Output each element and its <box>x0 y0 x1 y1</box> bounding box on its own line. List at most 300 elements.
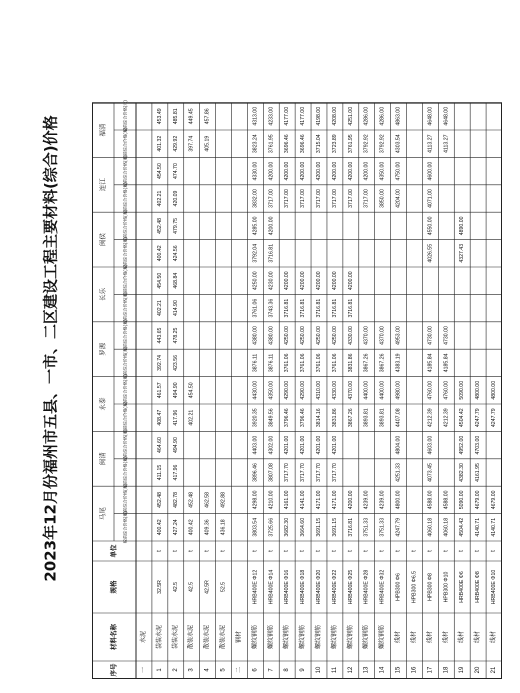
cell-unit: t <box>172 550 179 552</box>
cell-price: 4239.00 <box>363 490 370 510</box>
cell-unit: t <box>252 550 259 552</box>
cell-price: 3796.46 <box>284 408 291 428</box>
cell-price: 3696.46 <box>300 134 307 154</box>
cell-price: 4200.00 <box>316 271 322 291</box>
cell-price: 4588.00 <box>443 490 450 510</box>
cell-price: 4310.00 <box>316 380 322 400</box>
cell-price: 3850.00 <box>379 189 386 208</box>
cell-price: 4400.00 <box>379 380 386 400</box>
region-header: 罗源 <box>99 342 107 356</box>
cell-price: 4250.00 <box>300 326 307 345</box>
cell-name: 线材 <box>411 630 418 644</box>
cell-price: 4200.00 <box>363 161 370 181</box>
cell-seq: 13 <box>363 666 370 674</box>
cell-price: 3876.11 <box>268 353 275 373</box>
cell-spec: HRB400E Φ10 <box>491 569 498 605</box>
cell-spec: 32.5R <box>156 580 163 594</box>
cell-price: 4350.00 <box>268 380 275 400</box>
cell-price: 3717.00 <box>363 189 370 208</box>
cell-price: 4230.00 <box>268 271 275 291</box>
cell-price: 4198.00 <box>316 106 322 126</box>
cell-name: 线材 <box>395 630 402 644</box>
cell-price: 3717.70 <box>284 463 291 482</box>
cell-price: 5090.00 <box>459 380 466 400</box>
cell-price: 4600.00 <box>427 161 434 181</box>
cell-seq: 8 <box>284 668 291 672</box>
cell-price: 4863.00 <box>395 106 402 126</box>
price-table-wrap <box>92 11 502 684</box>
cell-price: 4703.00 <box>475 435 482 455</box>
cell-price: 4247.79 <box>475 408 482 428</box>
price-type-header: 税前综合价格(元) <box>122 511 128 544</box>
cell-price: 423.56 <box>172 354 179 371</box>
cell-seq: 2 <box>172 668 179 672</box>
region-header: 长乐 <box>99 287 107 301</box>
cell-seq: 14 <box>379 666 386 674</box>
cell-unit: t <box>491 550 498 552</box>
cell-price: 3716.81 <box>300 298 307 318</box>
cell-price: 4760.00 <box>427 380 434 400</box>
cell-price: 461.57 <box>156 382 163 399</box>
cell-price: 4200.00 <box>284 161 291 181</box>
cell-price: 4247.79 <box>395 517 402 537</box>
cell-price: 3792.04 <box>252 243 259 263</box>
cell-price: 4201.00 <box>316 435 322 455</box>
cell-price: 3832.00 <box>252 189 259 208</box>
cell-spec: HRB400E Φ20 <box>316 569 322 605</box>
cell-price: 4648.00 <box>443 106 450 126</box>
cell-price: 3761.06 <box>316 353 322 373</box>
cell-unit: t <box>188 550 195 552</box>
cell-price: 474.70 <box>172 163 179 180</box>
cell-spec: HPB300 Φ10 <box>443 571 450 603</box>
cell-price: 4382.30 <box>459 463 466 482</box>
cell-price: 4730.00 <box>427 326 434 345</box>
cell-seq: 18 <box>443 666 450 674</box>
cell-name: 螺纹钢筋 <box>379 624 386 650</box>
cell-price: 429.92 <box>172 135 179 152</box>
cell-price: 436.18 <box>220 519 227 536</box>
cell-price: 4800.00 <box>475 380 482 400</box>
cell-price: 402.21 <box>156 300 163 317</box>
cell-unit: t <box>395 550 402 552</box>
cell-unit: t <box>459 550 466 552</box>
cell-price: 4201.00 <box>331 435 338 455</box>
cell-seq: 5 <box>220 668 227 672</box>
cell-price: 4380.00 <box>268 326 275 345</box>
cell-price: 409.36 <box>204 519 211 536</box>
cell-price: 4286.00 <box>379 106 386 126</box>
table-border <box>93 103 502 678</box>
cell-name: 螺纹钢筋 <box>331 624 338 650</box>
region-header: 闽侯 <box>99 233 107 247</box>
header-spec: 规格 <box>110 580 118 594</box>
cell-seq: 12 <box>347 666 354 674</box>
cell-price: 4760.00 <box>443 380 450 400</box>
cell-price: 4140.71 <box>475 517 482 537</box>
cell-price: 4504.42 <box>459 408 466 428</box>
cell-price: 3723.89 <box>331 134 338 154</box>
cell-price: 417.96 <box>172 409 179 426</box>
cell-spec: HRB400E Φ6 <box>459 571 466 603</box>
cell-price: 4804.00 <box>395 435 402 455</box>
cell-price: 4212.39 <box>443 408 450 428</box>
cell-price: 411.15 <box>156 464 163 481</box>
cell-price: 479.75 <box>172 217 179 234</box>
cell-price: 3761.95 <box>268 134 275 154</box>
cell-price: 400.42 <box>188 519 195 536</box>
cell-price: 4504.42 <box>459 517 466 537</box>
price-table <box>92 11 502 679</box>
cell-unit: t <box>331 550 338 552</box>
cell-spec: HRB400E Φ18 <box>300 569 307 605</box>
price-type-header: 税前综合价格(元) <box>122 209 128 242</box>
cell-price: 3717.70 <box>316 463 322 482</box>
cell-price: 3717.00 <box>268 189 275 208</box>
cell-price: 4113.27 <box>427 134 434 153</box>
cell-price: 4140.71 <box>491 517 498 537</box>
cell-price: 4290.00 <box>300 380 307 400</box>
cell-price: 3717.00 <box>331 189 338 208</box>
cell-price: 4141.00 <box>300 490 307 510</box>
cell-price: 402.21 <box>156 190 163 207</box>
region-header: 马尾 <box>99 507 107 521</box>
cell-seq: 一 <box>140 666 147 674</box>
cell-price: 4800.00 <box>395 490 402 510</box>
cell-unit: t <box>427 550 434 552</box>
price-type-header: 税前综合价格(元) <box>122 264 128 297</box>
cell-price: 3761.06 <box>331 353 338 373</box>
cell-price: 4303.54 <box>395 134 402 154</box>
cell-price: 4060.18 <box>443 517 450 537</box>
cell-unit: t <box>347 550 354 552</box>
cell-price: 4026.55 <box>427 243 434 263</box>
cell-price: 4952.00 <box>459 435 466 455</box>
cell-price: 454.50 <box>156 272 163 289</box>
cell-price: 4298.00 <box>252 490 259 510</box>
cell-price: 462.58 <box>204 491 211 508</box>
cell-price: 4247.79 <box>491 408 498 428</box>
cell-seq: 1 <box>156 668 163 672</box>
cell-price: 4212.39 <box>427 408 434 428</box>
cell-price: 424.56 <box>172 245 179 262</box>
cell-name: 散装水泥 <box>204 624 211 650</box>
cell-name: 袋装水泥 <box>172 624 179 650</box>
cell-price: 3893.81 <box>363 408 370 428</box>
cell-price: 443.65 <box>156 327 163 344</box>
cell-price: 3751.33 <box>363 517 370 537</box>
cell-price: 4800.00 <box>491 380 498 400</box>
cell-price: 3716.81 <box>347 517 354 537</box>
cell-price: 4250.00 <box>284 326 291 345</box>
cell-price: 4239.00 <box>379 490 386 510</box>
cell-name: 螺纹钢筋 <box>300 624 307 650</box>
cell-price: 4177.00 <box>284 106 291 126</box>
cell-price: 3761.06 <box>300 353 307 373</box>
cell-price: 4286.00 <box>363 106 370 126</box>
cell-price: 482.78 <box>172 491 179 508</box>
cell-spec: HRB400E Φ25 <box>347 569 354 605</box>
cell-spec: HRB400E Φ14 <box>268 569 275 605</box>
cell-unit: t <box>268 550 275 552</box>
cell-price: 3725.66 <box>268 517 275 537</box>
cell-unit: t <box>204 550 211 552</box>
cell-price: 4185.84 <box>443 353 450 373</box>
cell-price: 4200.00 <box>347 271 354 291</box>
cell-price: 4113.27 <box>443 134 450 153</box>
cell-price: 3867.26 <box>379 353 386 373</box>
cell-unit: t <box>443 550 450 552</box>
region-header: 闽清 <box>99 452 107 466</box>
cell-price: 4330.00 <box>252 161 259 181</box>
cell-price: 3761.06 <box>284 353 291 373</box>
cell-price: 3761.06 <box>252 298 259 318</box>
cell-name: 螺纹钢筋 <box>268 624 275 650</box>
page-title: 2023年12月份福州市五县、一市、二区建设工程主要材料(综合)价格 <box>41 114 60 582</box>
cell-price: 4313.00 <box>252 106 259 126</box>
cell-spec: 52.5 <box>220 581 227 593</box>
cell-spec: 42.5 <box>172 581 179 593</box>
region-header: 永泰 <box>99 397 107 411</box>
cell-price: 3896.46 <box>252 463 259 482</box>
cell-spec: HPB300 Φ8 <box>427 573 434 601</box>
cell-price: 494.90 <box>172 382 179 399</box>
cell-price: 4200.00 <box>347 161 354 181</box>
cell-price: 3717.00 <box>284 189 291 208</box>
cell-spec: HRB400E Φ32 <box>379 569 386 605</box>
cell-price: 3792.92 <box>363 134 370 154</box>
cell-price: 4403.00 <box>252 435 259 455</box>
cell-price: 3691.15 <box>331 517 338 537</box>
cell-price: 414.90 <box>172 300 179 317</box>
cell-price: 400.42 <box>156 245 163 262</box>
cell-price: 4200.00 <box>284 271 291 291</box>
cell-price: 4383.19 <box>395 353 402 373</box>
header-name: 材料名称 <box>110 624 118 650</box>
cell-price: 3717.00 <box>300 189 307 208</box>
cell-price: 3716.81 <box>284 298 291 318</box>
cell-price: 3664.60 <box>300 517 307 537</box>
cell-price: 4350.00 <box>379 161 386 181</box>
cell-price: 3893.81 <box>379 408 386 428</box>
cell-price: 4073.45 <box>427 463 434 482</box>
cell-spec: HRB400E Φ12 <box>252 569 259 605</box>
cell-name: 螺纹钢筋 <box>316 624 322 650</box>
cell-price: 4430.00 <box>252 380 259 400</box>
cell-price: 452.48 <box>188 491 195 508</box>
cell-spec: HRB400E Φ22 <box>331 569 338 605</box>
cell-price: 4171.00 <box>316 490 322 510</box>
cell-unit: t <box>220 550 227 552</box>
cell-seq: 9 <box>300 668 307 672</box>
cell-unit: t <box>379 550 386 552</box>
cell-unit: t <box>475 550 482 552</box>
cell-price: 3831.86 <box>347 353 354 373</box>
cell-unit: t <box>363 550 370 552</box>
cell-price: 3807.08 <box>268 463 275 482</box>
price-type-header: 税前综合价格(元) <box>122 182 128 215</box>
cell-price: 3682.30 <box>284 517 291 537</box>
region-header: 连江 <box>99 178 107 192</box>
cell-name: 袋装水泥 <box>156 624 163 650</box>
region-header: 福清 <box>99 123 107 137</box>
header-unit: 单位 <box>110 544 118 558</box>
cell-price: 454.50 <box>156 163 163 180</box>
cell-seq: 11 <box>331 666 338 674</box>
cell-price: 454.50 <box>188 382 195 399</box>
price-type-header: 税前综合价格(元) <box>122 292 128 325</box>
cell-name: 水泥 <box>140 630 147 644</box>
cell-price: 4200.00 <box>331 271 338 291</box>
price-type-header: 税前综合价格(元) <box>122 401 128 434</box>
cell-price: 420.09 <box>172 190 179 207</box>
cell-spec: HRB400E Φ28 <box>363 569 370 605</box>
cell-name: 线材 <box>443 630 450 644</box>
cell-price: 4071.00 <box>427 189 434 208</box>
cell-price: 4171.00 <box>331 490 338 510</box>
cell-price: 3715.04 <box>316 134 322 154</box>
cell-price: 4980.00 <box>395 380 402 400</box>
cell-price: 4200.00 <box>331 161 338 181</box>
cell-spec: HRB400E Φ8 <box>475 571 482 603</box>
cell-spec: 42.5 <box>188 581 195 593</box>
cell-price: 453.49 <box>156 108 163 125</box>
cell-seq: 10 <box>316 666 322 674</box>
cell-price: 3717.00 <box>316 189 322 208</box>
price-type-header: 税前综合价格(元) <box>122 346 128 379</box>
cell-name: 线材 <box>491 630 498 644</box>
cell-price: 4330.00 <box>347 326 354 345</box>
price-type-header: 税前综合价格(元) <box>122 429 128 462</box>
cell-price: 449.45 <box>188 108 195 125</box>
cell-price: 4200.00 <box>300 161 307 181</box>
cell-seq: 二 <box>236 666 243 674</box>
price-type-header: 税前综合价格(元) <box>122 319 128 352</box>
cell-seq: 7 <box>268 668 275 672</box>
cell-name: 线材 <box>475 630 482 644</box>
cell-price: 4251.00 <box>347 106 354 126</box>
cell-price: 4250.00 <box>316 326 322 345</box>
cell-price: 4201.00 <box>300 435 307 455</box>
cell-price: 468.84 <box>172 272 179 289</box>
cell-price: 4208.00 <box>331 106 338 126</box>
cell-price: 457.86 <box>204 108 211 125</box>
cell-unit: t <box>284 550 291 552</box>
cell-price: 3761.95 <box>347 134 354 154</box>
cell-price: 452.48 <box>156 491 163 508</box>
cell-price: 4679.00 <box>475 490 482 510</box>
cell-price: 4060.18 <box>427 517 434 537</box>
cell-price: 4302.00 <box>268 435 275 455</box>
cell-price: 3823.24 <box>252 134 259 154</box>
header-seq: 序号 <box>110 663 118 677</box>
cell-price: 4233.00 <box>268 106 275 126</box>
cell-price: 3716.81 <box>316 298 322 318</box>
cell-price: 4330.00 <box>331 380 338 400</box>
cell-seq: 17 <box>427 666 434 674</box>
cell-seq: 20 <box>475 666 482 674</box>
cell-seq: 15 <box>395 666 402 674</box>
cell-price: 452.48 <box>156 217 163 234</box>
cell-price: 3796.46 <box>300 408 307 428</box>
cell-name: 钢材 <box>236 630 243 644</box>
cell-price: 494.90 <box>172 437 179 454</box>
cell-price: 3751.33 <box>379 517 386 537</box>
price-type-header: 税前综合价格(元) <box>122 155 128 188</box>
cell-name: 螺纹钢筋 <box>347 624 354 650</box>
page-title-wrapper <box>18 8 82 688</box>
cell-price: 4730.00 <box>443 326 450 345</box>
cell-price: 4200.00 <box>268 161 275 181</box>
cell-price: 3814.16 <box>316 408 322 428</box>
cell-price: 408.47 <box>156 409 163 426</box>
cell-price: 3803.54 <box>252 517 259 537</box>
cell-spec: 42.5R <box>204 580 211 594</box>
cell-name: 螺纹钢筋 <box>284 624 291 650</box>
cell-seq: 19 <box>459 666 466 674</box>
cell-price: 4648.00 <box>427 106 434 126</box>
cell-price: 4370.00 <box>379 326 386 345</box>
cell-price: 4400.00 <box>363 380 370 400</box>
cell-unit: t <box>411 550 418 552</box>
cell-price: 3716.81 <box>268 243 275 263</box>
cell-price: 4290.00 <box>284 380 291 400</box>
cell-name: 散装水泥 <box>188 624 195 650</box>
cell-unit: t <box>300 550 307 552</box>
cell-price: 478.25 <box>172 327 179 344</box>
cell-price: 492.88 <box>220 491 227 508</box>
cell-spec: HPB300 Φ6.5 <box>411 570 418 604</box>
cell-price: 3867.26 <box>363 353 370 373</box>
price-type-header: 税前综合价格(元) <box>122 483 128 516</box>
cell-price: 397.74 <box>188 135 195 152</box>
cell-price: 4210.00 <box>268 490 275 510</box>
cell-price: 427.24 <box>172 519 179 536</box>
cell-price: 4370.00 <box>347 380 354 400</box>
cell-price: 3717.70 <box>331 463 338 482</box>
price-type-header: 税前综合价格(元) <box>122 374 128 407</box>
cell-price: 4200.00 <box>347 490 354 510</box>
cell-price: 4177.00 <box>300 106 307 126</box>
cell-name: 散装水泥 <box>220 624 227 650</box>
cell-price: 3867.26 <box>347 408 354 428</box>
price-type-header: 税前综合价格(元) <box>122 456 128 489</box>
cell-price: 417.96 <box>172 464 179 481</box>
cell-price: 3876.11 <box>252 353 259 373</box>
cell-seq: 16 <box>411 666 418 674</box>
cell-price: 4370.00 <box>363 326 370 345</box>
cell-name: 螺纹钢筋 <box>252 624 259 650</box>
cell-price: 3743.36 <box>268 298 275 318</box>
cell-price: 3691.15 <box>316 517 322 537</box>
cell-price: 400.42 <box>156 519 163 536</box>
cell-price: 4285.00 <box>252 216 259 236</box>
cell-price: 4890.00 <box>459 216 466 236</box>
cell-name: 线材 <box>459 630 466 644</box>
cell-price: 464.60 <box>156 437 163 454</box>
cell-price: 3716.81 <box>347 298 354 318</box>
cell-spec: HPB300 Φ6 <box>395 573 402 601</box>
cell-price: 3716.81 <box>331 298 338 318</box>
cell-seq: 21 <box>491 666 498 674</box>
price-type-header: 税前综合价格(元) <box>122 100 128 133</box>
cell-price: 401.32 <box>156 135 163 152</box>
cell-price: 4200.00 <box>300 271 307 291</box>
cell-price: 4250.00 <box>252 271 259 291</box>
cell-price: 4200.00 <box>268 216 275 236</box>
cell-price: 3920.35 <box>252 408 259 428</box>
cell-price: 4407.08 <box>395 408 402 428</box>
